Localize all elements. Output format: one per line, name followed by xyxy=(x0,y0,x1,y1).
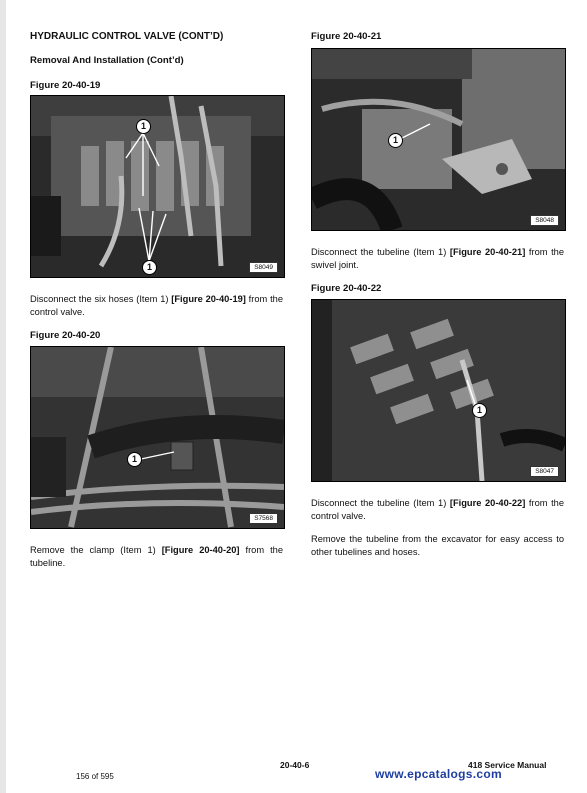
section-title: HYDRAULIC CONTROL VALVE (CONT’D) xyxy=(30,31,224,42)
figure-photo-19 xyxy=(30,95,285,278)
paragraph-22: Disconnect the tubeline (Item 1) [Figure 20-40-22] from the control valve. xyxy=(311,498,564,521)
paragraph-23: Remove the tubeline from the excavator for easy access to other tubelines and hoses. xyxy=(311,534,564,557)
watermark: www.epcatalogs.com xyxy=(375,767,502,781)
manual-title: 418 Service Manual xyxy=(468,760,547,770)
figure-code: S8049 xyxy=(249,262,278,273)
paragraph-20: Remove the clamp (Item 1) [Figure 20-40-20] from the tubeline. xyxy=(30,545,284,568)
figure-code: S8047 xyxy=(530,466,559,477)
figure-code: S7568 xyxy=(249,513,278,524)
callout-item-1: 1 xyxy=(472,403,487,418)
paragraph-21: Disconnect the tubeline (Item 1) [Figure 20-40-21] from the swivel joint. xyxy=(311,247,564,270)
page-count: 156 of 595 xyxy=(76,772,114,781)
paragraph-19: Disconnect the six hoses (Item 1) [Figure 20-40-19] from the control valve. xyxy=(30,294,283,317)
callout-item-1: 1 xyxy=(388,133,403,148)
subsection-title: Removal And Installation (Cont’d) xyxy=(30,55,184,66)
figure-photo-21 xyxy=(311,48,566,231)
figure-label-20: Figure 20-40-20 xyxy=(30,330,101,341)
callout-item-1: 1 xyxy=(142,260,157,275)
page-number: 20-40-6 xyxy=(280,760,310,770)
figure-label-22: Figure 20-40-22 xyxy=(311,283,382,294)
callout-item-1: 1 xyxy=(136,119,151,134)
page-edge xyxy=(0,0,6,793)
figure-photo-22 xyxy=(311,299,566,482)
figure-label-21: Figure 20-40-21 xyxy=(311,31,382,42)
callout-item-1: 1 xyxy=(127,452,142,467)
figure-photo-20 xyxy=(30,346,285,529)
figure-code: S8048 xyxy=(530,215,559,226)
figure-label-19: Figure 20-40-19 xyxy=(30,80,101,91)
